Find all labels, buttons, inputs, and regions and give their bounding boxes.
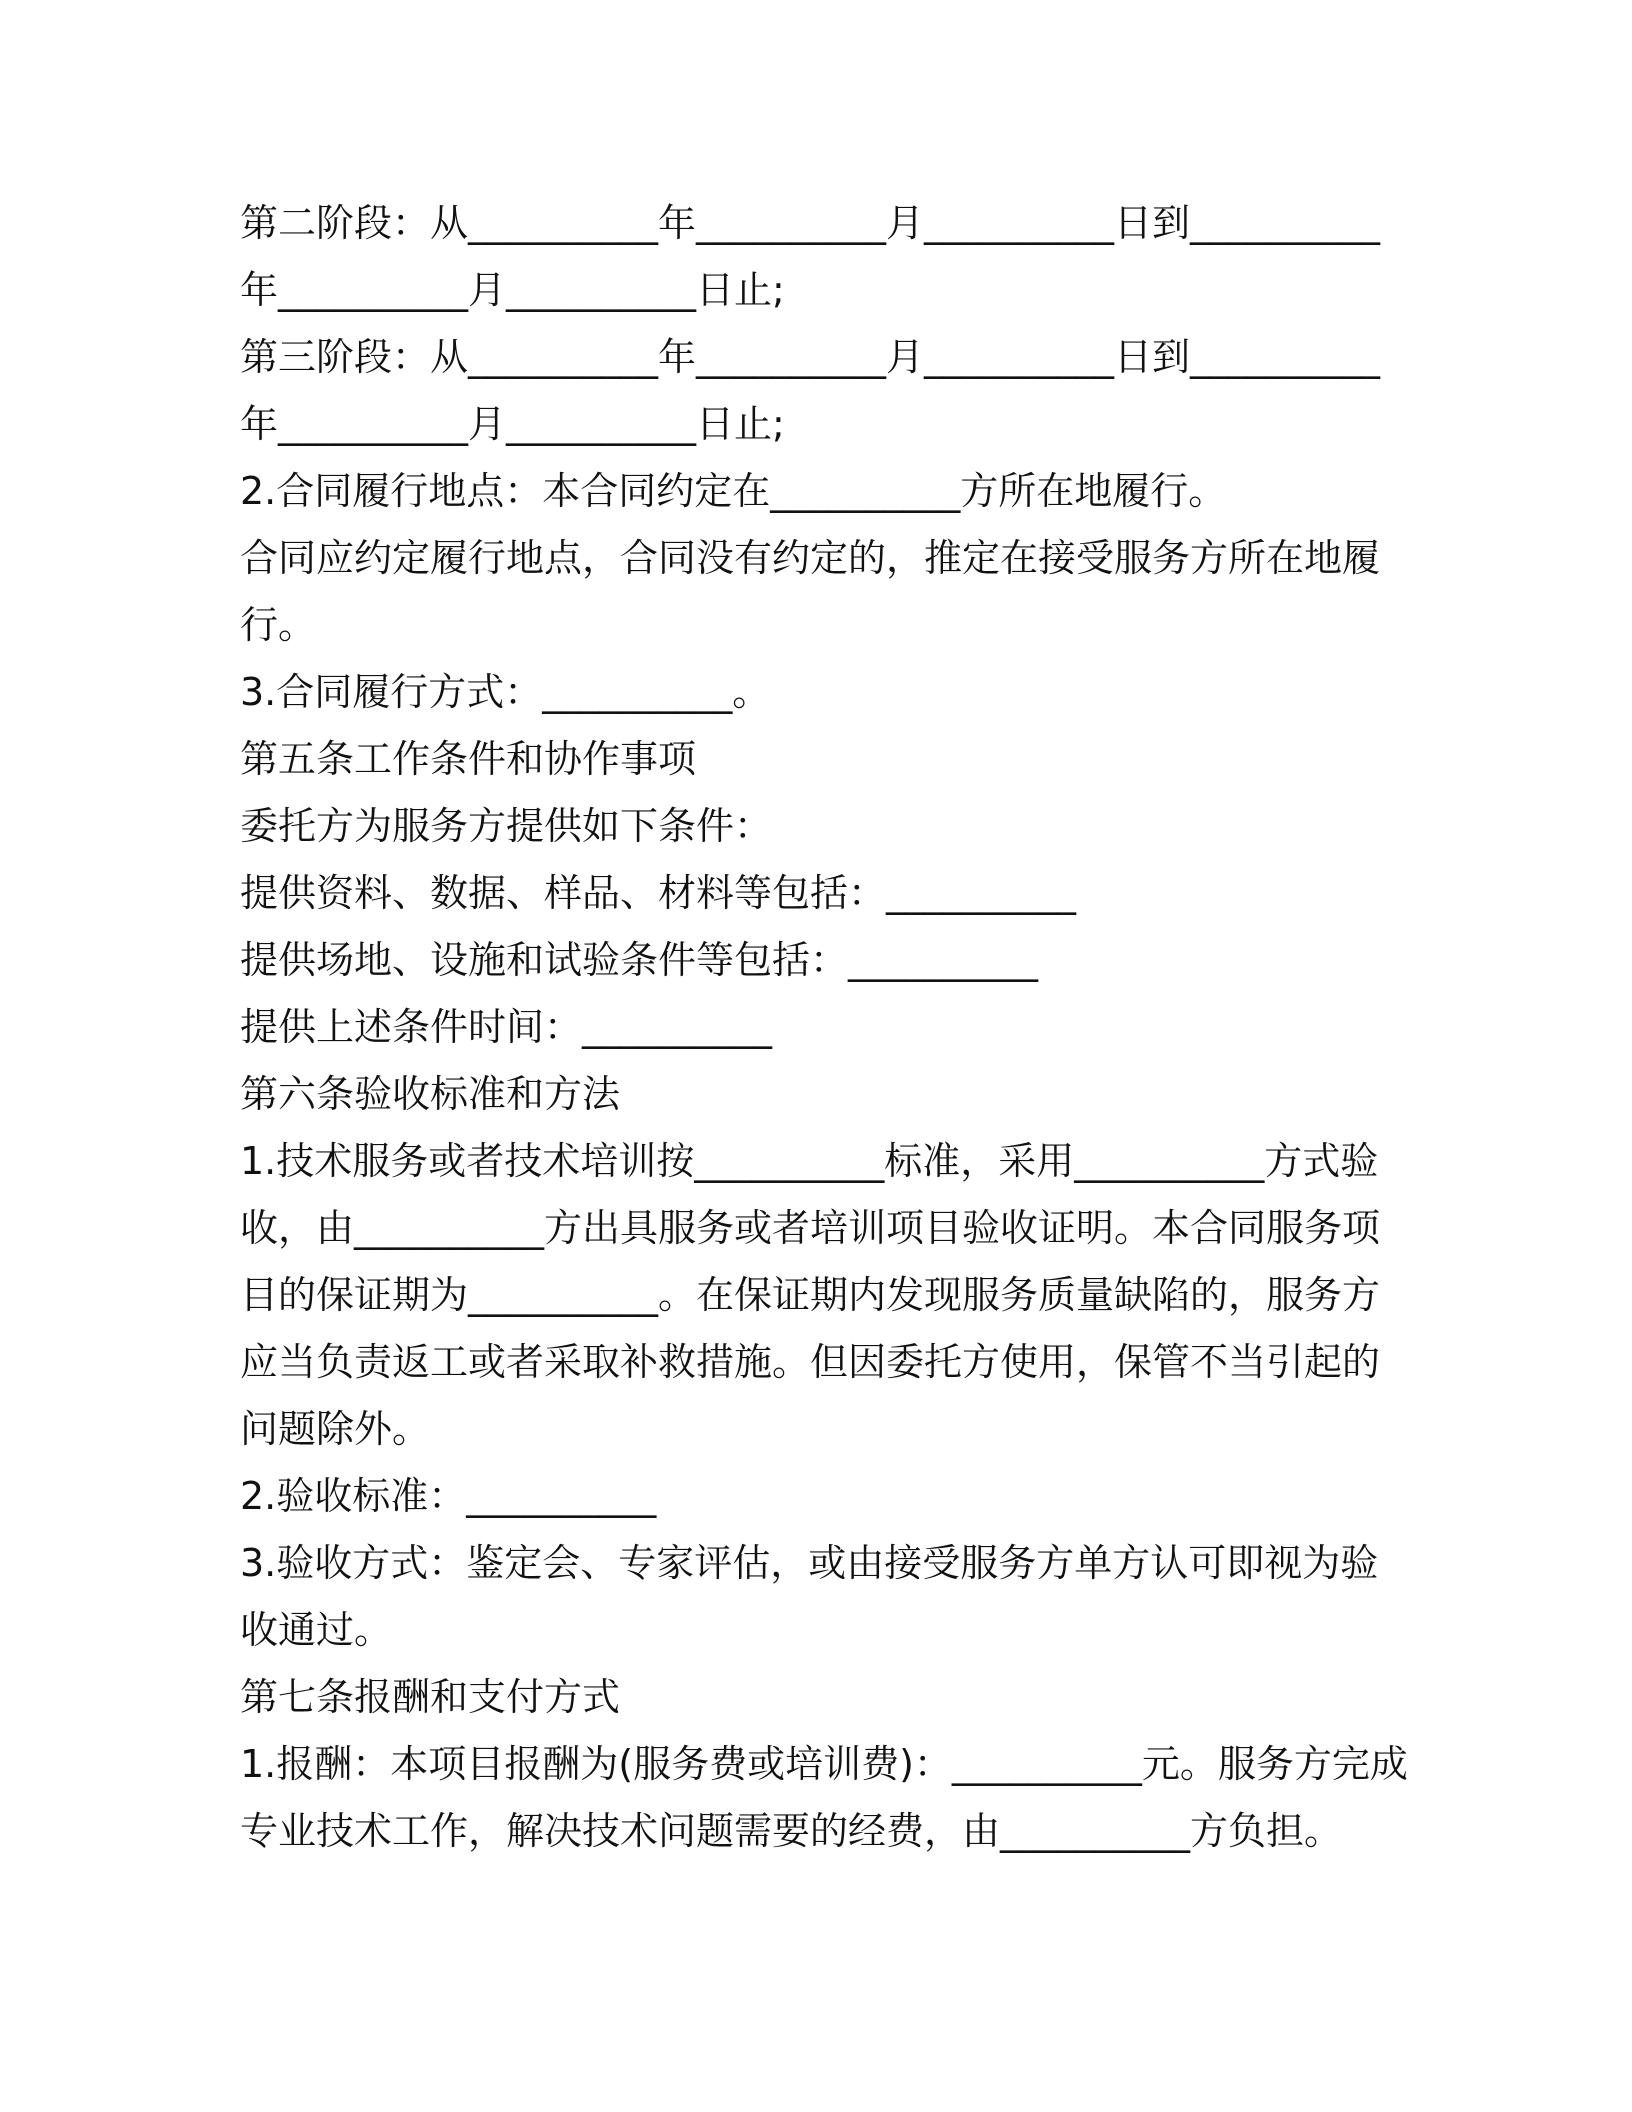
text-line-17: 目的保证期为__________。在保证期内发现服务质量缺陷的，服务方: [240, 1273, 1381, 1317]
text-line-20: 2.验收标准：__________: [240, 1474, 657, 1518]
text-line-24: 1.报酬：本项目报酬为(服务费或培训费)：__________元。服务方完成: [240, 1742, 1408, 1786]
text-line-1: 第二阶段：从__________年__________月__________日到__________: [240, 201, 1381, 245]
text-line-19: 问题除外。: [240, 1407, 431, 1451]
text-line-15: 1.技术服务或者技术培训按__________标准，采用__________方式验: [240, 1139, 1379, 1183]
text-line-11: 提供资料、数据、样品、材料等包括：__________: [240, 871, 1077, 915]
document-page: [240, 190, 1408, 1865]
section-heading-5: 第五条工作条件和协作事项: [240, 737, 697, 781]
text-line-12: 提供场地、设施和试验条件等包括：__________: [240, 938, 1039, 982]
text-line-2: 年__________月__________日止;: [240, 268, 785, 312]
section-heading-6: 第六条验收标准和方法: [240, 1072, 621, 1116]
text-line-8: 3.合同履行方式：__________。: [240, 670, 771, 714]
text-line-25: 专业技术工作，解决技术问题需要的经费，由__________方负担。: [240, 1809, 1343, 1853]
text-line-3: 第三阶段：从__________年__________月__________日到__________: [240, 335, 1381, 379]
text-line-13: 提供上述条件时间：__________: [240, 1005, 773, 1049]
text-line-16: 收，由__________方出具服务或者培训项目验收证明。本合同服务项: [240, 1206, 1381, 1250]
section-heading-7: 第七条报酬和支付方式: [240, 1675, 621, 1719]
text-line-6: 合同应约定履行地点，合同没有约定的，推定在接受服务方所在地履: [240, 536, 1381, 580]
text-line-22: 收通过。: [240, 1608, 393, 1652]
text-line-7: 行。: [240, 603, 317, 647]
text-line-10: 委托方为服务方提供如下条件：: [240, 804, 773, 848]
text-line-21: 3.验收方式：鉴定会、专家评估，或由接受服务方单方认可即视为验: [240, 1541, 1379, 1585]
text-line-18: 应当负责返工或者采取补救措施。但因委托方使用，保管不当引起的: [240, 1340, 1381, 1384]
text-line-4: 年__________月__________日止;: [240, 402, 785, 446]
text-line-5: 2.合同履行地点：本合同约定在__________方所在地履行。: [240, 469, 1227, 513]
